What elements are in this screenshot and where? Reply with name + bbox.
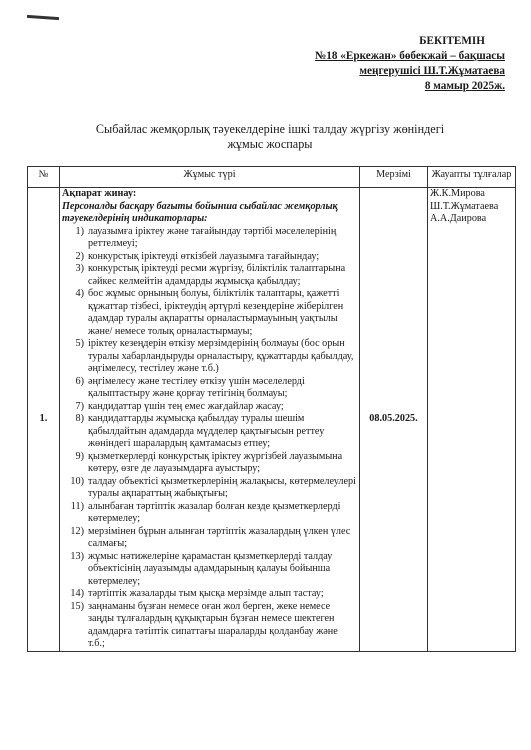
indicator-text: алынбаған тәртіптік жазалар болған кезде қызметкерлерді көтермелеу; xyxy=(88,500,341,524)
indicator-text: тәртіптік жазаларды тым қысқа мерзімде алып тастау; xyxy=(88,588,324,599)
indicator-text: қызметкерлерді конкурстық іріктеу жүргізбей лауазымына көтеру, өзге де лауазымдарға ауыстыру; xyxy=(88,450,343,474)
approval-date: 8 мамыр 2025ж. xyxy=(424,80,505,92)
list-item xyxy=(62,451,357,476)
indicator-list xyxy=(62,226,357,651)
responsible-cell xyxy=(428,188,516,652)
indicator-number: 10) xyxy=(70,475,84,487)
indicator-text: конкурстық іріктеуді өткізбей лауазымға тағайындау; xyxy=(88,250,320,262)
list-item xyxy=(62,588,357,601)
approval-head: меңгерушісі Ш.Т.Жұматаева xyxy=(359,65,505,77)
indicator-number: 2) xyxy=(75,250,84,262)
indicator-text: бос жұмыс орнының болуы, біліктілік талаптары, қажетті құжаттар тізбесі, іріктеудің әртүрлі кезеңдеріне жіберілген адамдар туралы ақпаратты орналастырмауының уақтылы және/ немесе толық орналастырмауы; xyxy=(88,288,344,337)
indicator-number: 3) xyxy=(75,263,84,274)
work-subheading: Персоналды басқару бағыты бойынша сыбайлас жемқорлық тәуекелдерінің индикаторлары: xyxy=(62,200,338,224)
document-title-line1: Сыбайлас жемқорлық тәуекелдеріне ішкі талдау жүргізу жөніндегі xyxy=(95,122,445,136)
indicator-text: талдау объектісі қызметкерлерінің жалақысы, көтермелеулері туралы ақпараттың жабықтығы; xyxy=(88,475,356,499)
indicator-number: 14) xyxy=(70,588,84,599)
indicator-number: 5) xyxy=(75,338,84,349)
list-item xyxy=(62,251,357,264)
work-heading: Ақпарат жинау: xyxy=(62,188,137,199)
indicator-number: 12) xyxy=(70,525,84,537)
header-work-type: Жұмыс түрі xyxy=(60,167,360,188)
row-number: 1. xyxy=(28,188,60,652)
scan-artifact-line xyxy=(27,15,59,20)
indicator-text: кандидаттарды жұмысқа қабылдау туралы шешім қабылдайтын адамдарда мүдделер қақтығысын реттеу жөніндегі шаралардың қамтамасыз етпеу; xyxy=(88,413,325,449)
work-description-cell xyxy=(60,188,360,652)
indicator-text: іріктеу кезеңдерін өткізу мерзімдерінің болмауы (бос орын туралы хабарландыруды орналастыру, құжаттарды қабылдау, әңгімелесу, тестілеу және т.б.) xyxy=(88,338,354,374)
list-item xyxy=(62,476,357,501)
header-number: № xyxy=(28,167,60,188)
approval-title: БЕКІТЕМІН xyxy=(419,35,485,47)
responsible-person: А.А.Даирова xyxy=(430,213,487,224)
list-item xyxy=(62,338,357,376)
indicator-number: 6) xyxy=(75,375,84,387)
table-row xyxy=(28,188,516,652)
document-title-line2: жұмыс жоспары xyxy=(227,137,313,151)
list-item xyxy=(62,226,357,251)
responsible-person: Ж.К.Мирова xyxy=(430,188,485,199)
indicator-text: жұмыс нәтижелеріне қарамастан қызметкерлерді талдау объектісінің лауазымды адамдарының қалауы бойынша көтермелеу; xyxy=(88,550,333,587)
list-item xyxy=(62,263,357,288)
document-title xyxy=(60,122,480,152)
list-item xyxy=(62,501,357,526)
responsible-person: Ш.Т.Жұматаева xyxy=(430,200,499,212)
indicator-number: 15) xyxy=(70,600,84,612)
list-item xyxy=(62,401,357,414)
header-responsible: Жауапты тұлғалар xyxy=(428,167,516,188)
approval-stamp-block xyxy=(245,34,505,94)
list-item xyxy=(62,526,357,551)
indicator-number: 1) xyxy=(75,225,84,237)
indicator-number: 11) xyxy=(70,500,84,512)
indicator-text: кандидаттар үшін тең емес жағдайлар жасау; xyxy=(88,400,284,412)
list-item xyxy=(62,376,357,401)
table-header-row xyxy=(28,167,516,188)
work-plan-table xyxy=(27,166,516,652)
approval-organization: №18 «Еркежан» бөбекжай – бақшасы xyxy=(315,50,505,62)
indicator-number: 13) xyxy=(70,550,84,562)
indicator-text: мерзімінен бұрын алынған тәртіптік жазалардың үлкен үлес салмағы; xyxy=(88,525,351,549)
list-item xyxy=(62,601,357,651)
deadline-cell: 08.05.2025. xyxy=(360,188,428,652)
indicator-number: 9) xyxy=(75,450,84,462)
list-item xyxy=(62,551,357,589)
indicator-text: заңнаманы бұзған немесе оған жол берген, жеке немесе заңды тұлғалардың құқықтарын бұзған немесе шектеген адамдарға тәтіптік сипаттағы шараларды қолданбау және т.б.; xyxy=(88,600,338,649)
header-deadline: Мерзімі xyxy=(360,167,428,188)
indicator-number: 8) xyxy=(75,413,84,424)
indicator-number: 7) xyxy=(75,400,84,412)
indicator-text: конкурстық іріктеуді ресми жүргізу, біліктілік талаптарына сәйкес келмейтін адамдарды жұмысқа қабылдау; xyxy=(88,263,346,287)
indicator-number: 4) xyxy=(75,288,84,299)
list-item xyxy=(62,288,357,338)
list-item xyxy=(62,413,357,451)
indicator-text: әңгімелесу және тестілеу өткізу үшін мәселелерді қалыптастыру және қорғау тетігінің болмауы; xyxy=(88,375,305,399)
indicator-text: лауазымға іріктеу және тағайындау тәртібі мәселелерінің реттелмеуі; xyxy=(88,225,337,249)
